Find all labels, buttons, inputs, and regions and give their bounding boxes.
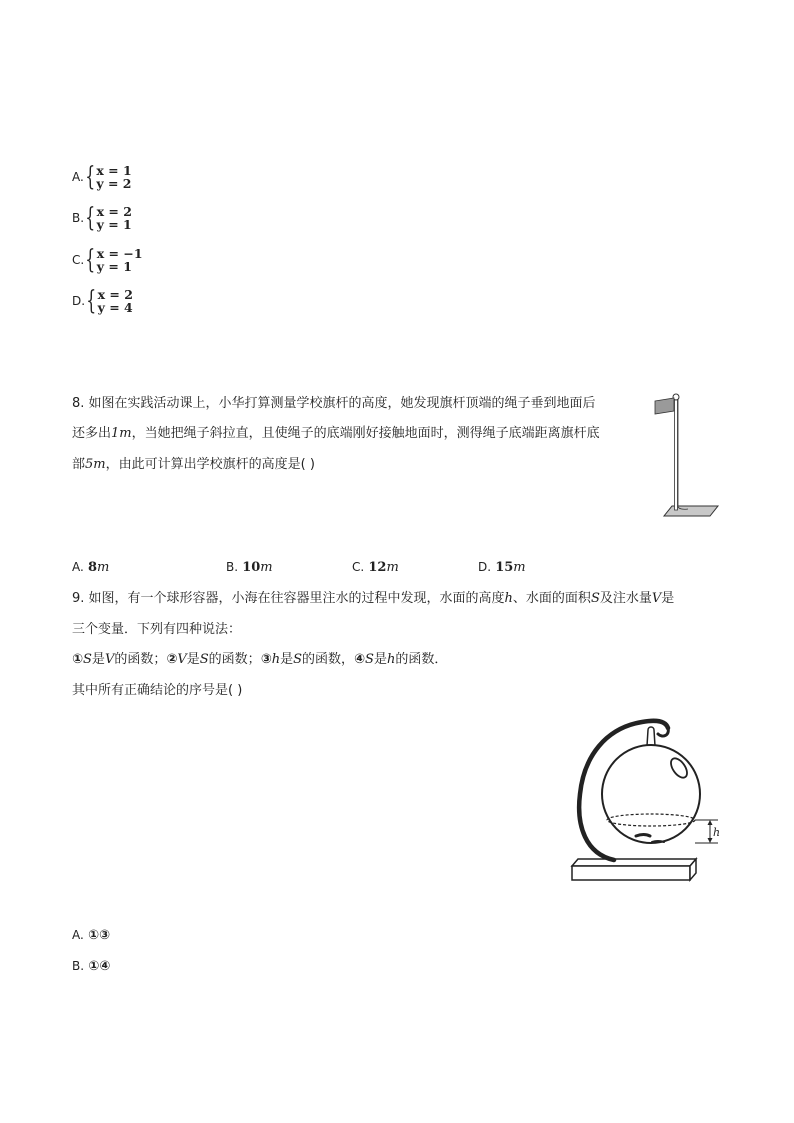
equation-line: x = 2 <box>97 287 133 302</box>
equation-line: y = 1 <box>96 259 132 274</box>
text-segment: 是 <box>661 591 675 606</box>
text-segment: 部 <box>72 457 86 472</box>
option-unit: m <box>513 560 526 575</box>
brace-symbol: { <box>85 203 96 233</box>
q7-option-a[interactable] <box>72 164 132 190</box>
equation-line: y = 2 <box>96 176 132 191</box>
text-segment: ，由此可计算出学校旗杆的高度是( ) <box>105 457 315 472</box>
option-unit: m <box>386 560 399 575</box>
equation-line: y = 1 <box>96 217 132 232</box>
option-label: A. <box>72 170 84 184</box>
q7-option-c[interactable] <box>72 247 143 273</box>
equation-system <box>96 164 131 190</box>
text-segment: ，当她把绳子斜拉直，且使绳子的底端刚好接触地面时，测得绳子底端距离旗杆底 <box>131 426 600 441</box>
equation-system <box>98 288 133 314</box>
math-var: S <box>83 652 92 667</box>
math-var: S <box>199 652 209 667</box>
equation-line: x = 1 <box>96 163 132 178</box>
q9-option-a[interactable] <box>72 925 110 946</box>
text-segment: 的函数， <box>302 652 355 667</box>
option-value: 15 <box>495 560 514 575</box>
text-segment: 是 <box>280 652 294 667</box>
equation-system <box>97 247 143 273</box>
q8-line-1: 8. 如图在实践活动课上，小华打算测量学校旗杆的高度，她发现旗杆顶端的绳子垂到地面后 <box>72 396 596 411</box>
circled-number: ④ <box>354 652 366 667</box>
math-var: h <box>504 591 513 606</box>
math-var: S <box>590 591 600 606</box>
q9-statements <box>72 650 447 670</box>
option-unit: m <box>260 560 273 575</box>
math-var: h <box>386 652 396 667</box>
math-var: h <box>271 652 281 667</box>
q9-line-2: 三个变量．下列有四种说法： <box>72 622 242 637</box>
text-segment: 及注水量 <box>599 591 652 606</box>
brace-symbol: { <box>86 286 97 316</box>
q8-option-d[interactable] <box>478 557 526 578</box>
equation-system <box>97 205 132 231</box>
option-label: A. <box>72 928 84 942</box>
text-segment: 是 <box>373 652 387 667</box>
math-var: S <box>365 652 374 667</box>
math-var: S <box>293 652 302 667</box>
option-value: ①③ <box>87 928 110 943</box>
option-label: C. <box>72 253 85 267</box>
option-label: B. <box>226 560 239 574</box>
q9-line-4: 其中所有正确结论的序号是( ) <box>72 683 243 698</box>
q8-line-3 <box>72 455 315 475</box>
circled-number: ① <box>72 652 84 667</box>
q8-option-a[interactable] <box>72 557 109 578</box>
text-segment: 是 <box>186 652 200 667</box>
option-value: 10 <box>242 560 261 575</box>
equation-line: y = 4 <box>97 300 133 315</box>
brace-symbol: { <box>85 245 96 275</box>
option-label: D. <box>478 560 492 574</box>
q8-line-2 <box>72 424 600 444</box>
text-segment: 的函数； <box>208 652 261 667</box>
q9-option-b[interactable] <box>72 956 110 977</box>
q8-option-b[interactable] <box>226 557 273 578</box>
q9-line-1 <box>72 589 674 609</box>
figure-label-h: h <box>713 826 721 839</box>
option-value: 12 <box>368 560 387 575</box>
option-label: B. <box>72 959 85 973</box>
option-value: 8 <box>87 560 97 575</box>
math-var: V <box>651 591 662 606</box>
circled-number: ② <box>166 652 178 667</box>
brace-symbol: { <box>85 162 96 192</box>
equation-line: x = −1 <box>96 246 143 261</box>
option-unit: m <box>97 560 110 575</box>
spherical-container-figure <box>566 716 726 886</box>
circled-number: ③ <box>260 652 272 667</box>
option-label: A. <box>72 560 84 574</box>
option-label: C. <box>352 560 365 574</box>
math-value: 5m <box>85 457 106 472</box>
text-segment: 还多出 <box>72 426 112 441</box>
text-segment: 的函数； <box>114 652 167 667</box>
q7-option-d[interactable] <box>72 288 133 314</box>
flagpole-figure <box>648 390 724 522</box>
option-value: ①④ <box>88 959 111 974</box>
text-segment: 的函数． <box>395 652 448 667</box>
q8-option-c[interactable] <box>352 557 399 578</box>
math-var: V <box>104 652 115 667</box>
math-var: V <box>177 652 187 667</box>
text-segment: 是 <box>91 652 105 667</box>
equation-line: x = 2 <box>96 204 132 219</box>
q7-option-b[interactable] <box>72 205 132 231</box>
text-segment: 、水面的面积 <box>512 591 591 606</box>
option-label: D. <box>72 294 86 308</box>
text-segment: 9. 如图，有一个球形容器，小海在往容器里注水的过程中发现，水面的高度 <box>72 591 505 606</box>
math-value: 1m <box>111 426 132 441</box>
option-label: B. <box>72 211 85 225</box>
